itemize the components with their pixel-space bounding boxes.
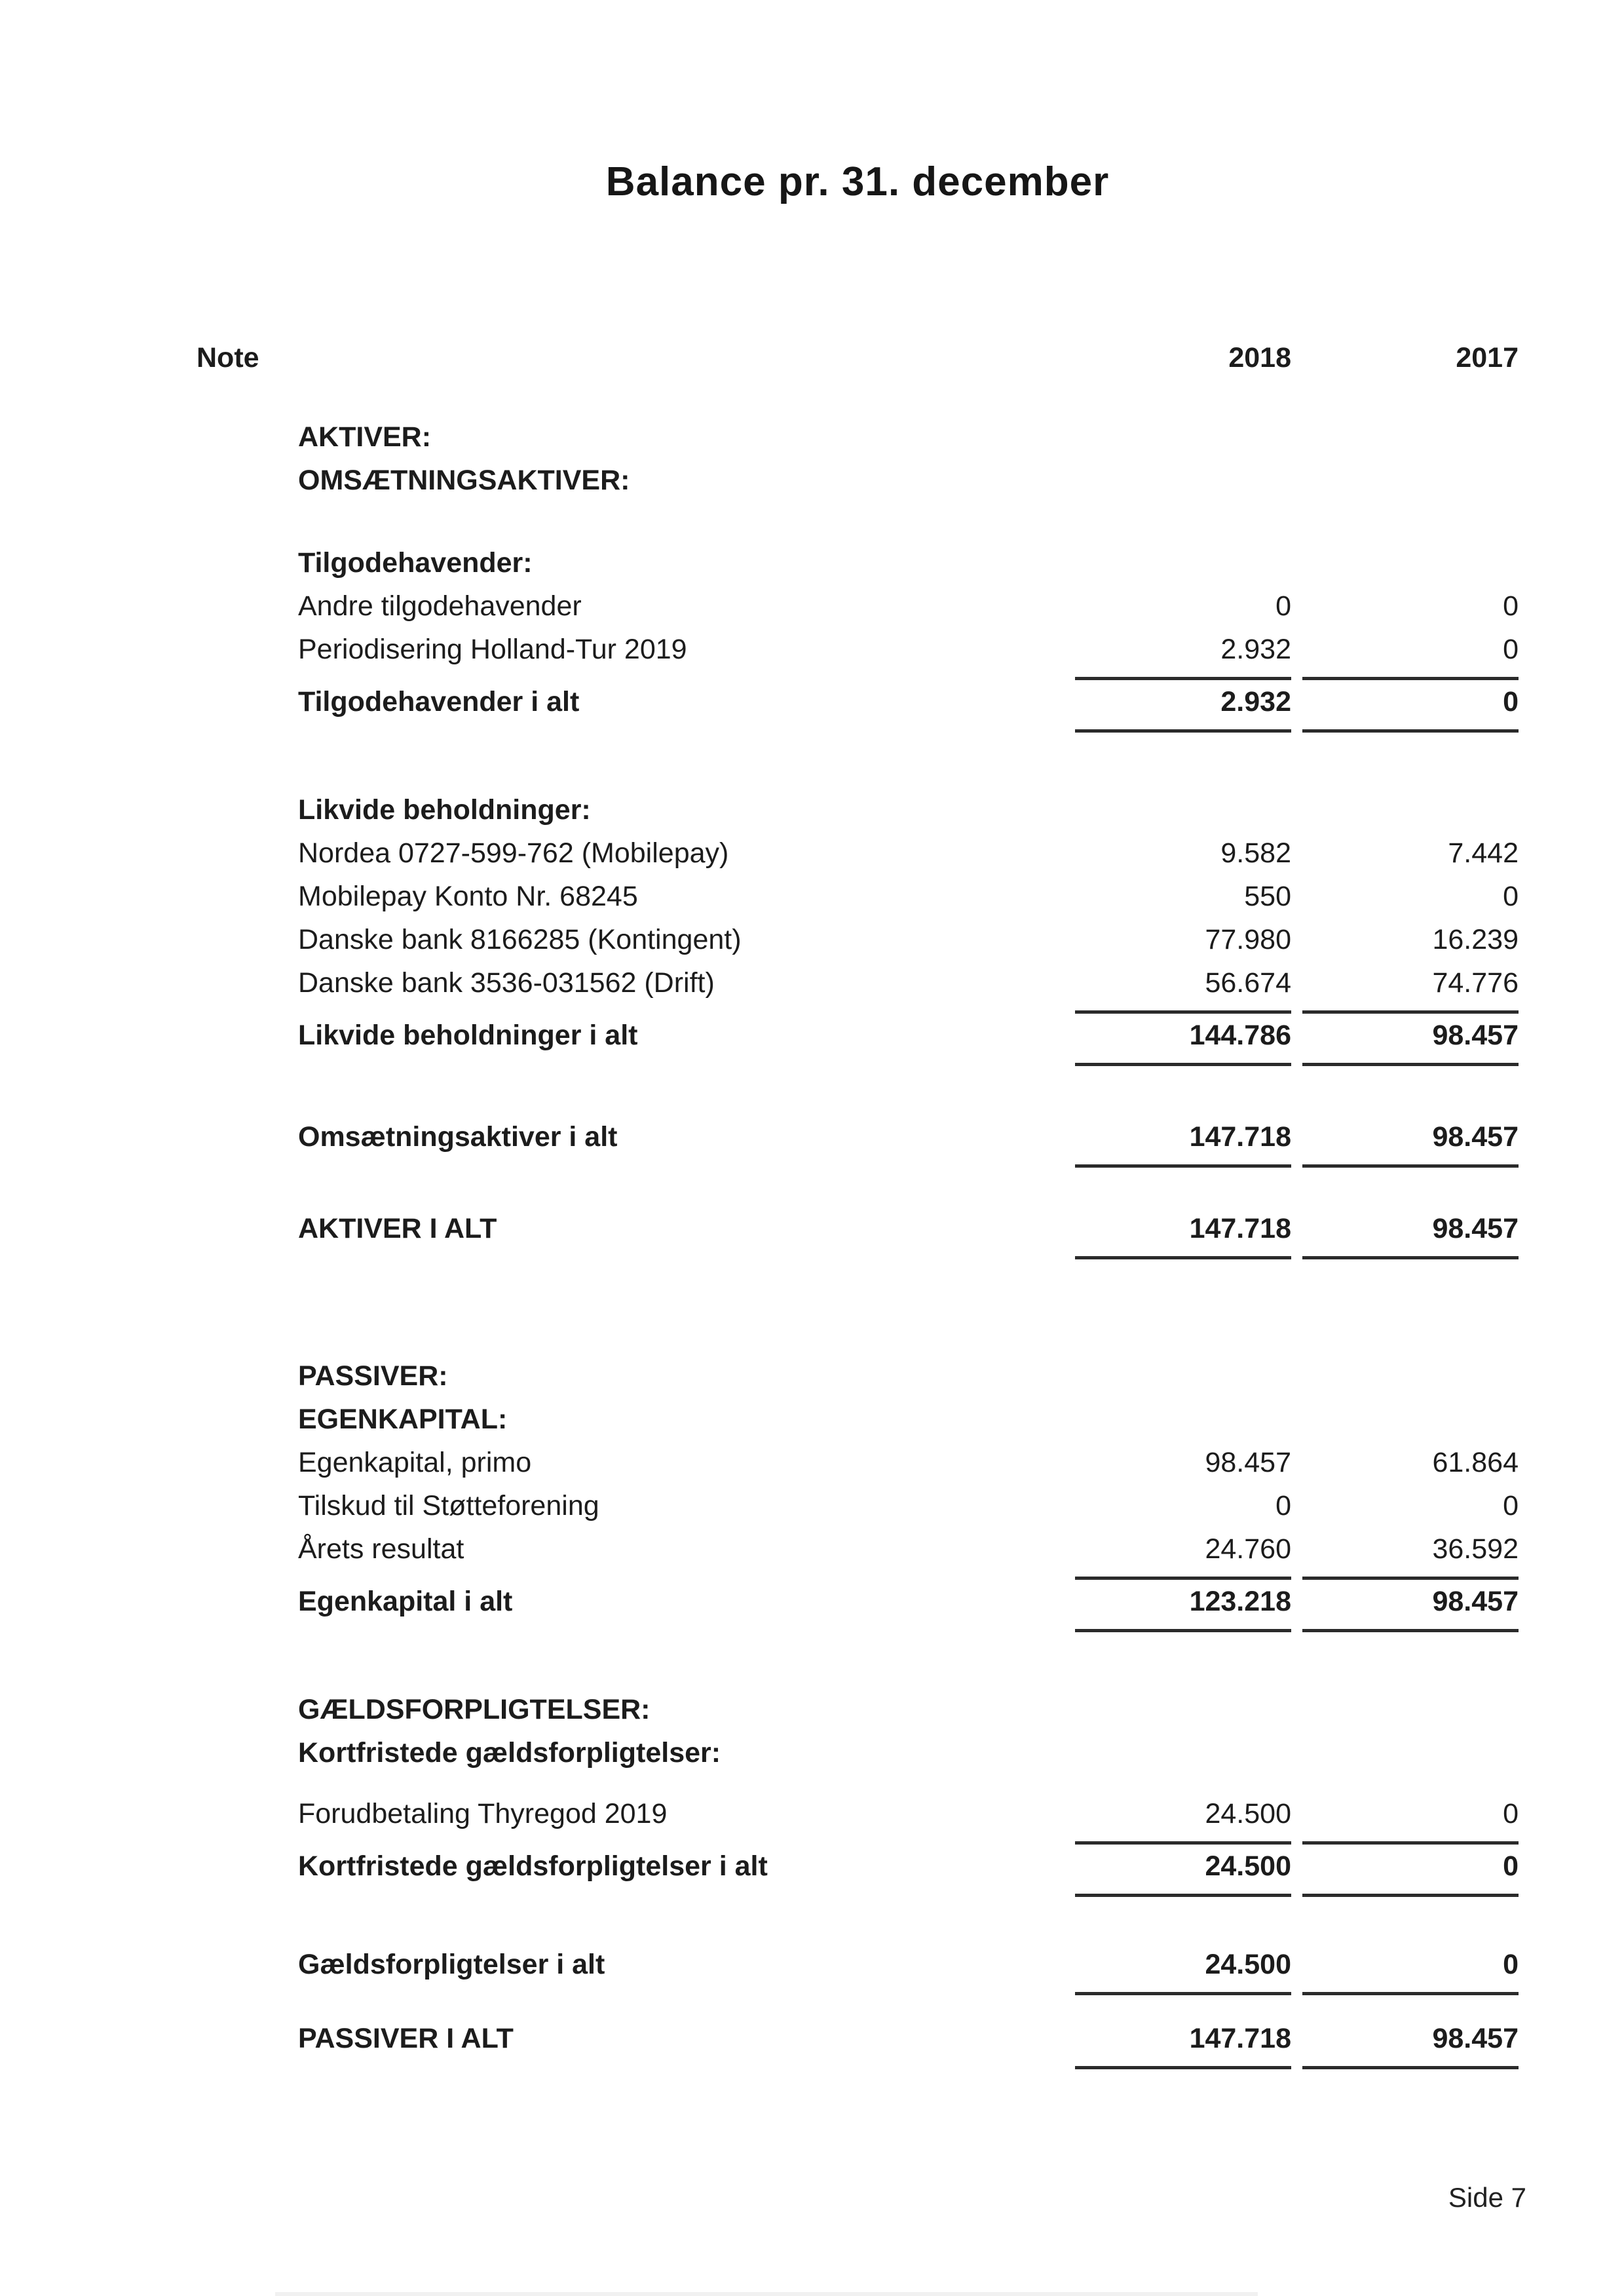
value-2018: 24.760 (1075, 1527, 1291, 1580)
row-label: PASSIVER: (298, 1360, 448, 1392)
row-label: Egenkapital, primo (298, 1447, 532, 1478)
value-2018: 56.674 (1075, 961, 1291, 1014)
table-header-row (197, 336, 1519, 379)
value-2017: 0 (1302, 680, 1519, 733)
table-row (298, 584, 1519, 628)
page-number: Side 7 (1448, 2182, 1526, 2213)
row-label: Egenkapital i alt (298, 1586, 513, 1617)
value-2018: 550 (1244, 881, 1291, 912)
row-label: EGENKAPITAL: (298, 1404, 508, 1435)
row-label: Nordea 0727-599-762 (Mobilepay) (298, 837, 729, 869)
value-2017: 98.457 (1302, 2017, 1519, 2069)
value-2017: 61.864 (1432, 1447, 1519, 1478)
table-row (298, 1484, 1519, 1527)
value-2017: 0 (1503, 881, 1519, 912)
value-2018: 147.718 (1075, 2017, 1291, 2069)
value-2018: 24.500 (1075, 1943, 1291, 1995)
value-2018: 2.932 (1075, 628, 1291, 680)
column-header-2018: 2018 (1228, 342, 1291, 373)
row-label: Tilgodehavender: (298, 547, 533, 579)
total-row-likvide (298, 1014, 1519, 1066)
row-label: Tilskud til Støtteforening (298, 1490, 599, 1521)
section-heading-kortfristede (298, 1731, 1519, 1774)
row-label: Tilgodehavender i alt (298, 686, 580, 718)
table-row (298, 1792, 1519, 1845)
value-2017: 0 (1302, 1943, 1519, 1995)
table-row (298, 875, 1519, 918)
row-label: AKTIVER I ALT (298, 1213, 497, 1244)
balance-sheet (197, 156, 1519, 2069)
value-2017: 74.776 (1302, 961, 1519, 1014)
table-row (298, 961, 1519, 1014)
total-row-passiver-i-alt (298, 2017, 1519, 2069)
row-label: Forudbetaling Thyregod 2019 (298, 1798, 668, 1829)
row-label: AKTIVER: (298, 421, 432, 453)
document-title: Balance pr. 31. december (605, 159, 1110, 204)
table-row (298, 832, 1519, 875)
value-2017: 0 (1302, 1792, 1519, 1845)
row-label: OMSÆTNINGSAKTIVER: (298, 465, 630, 496)
section-heading-tilgodehavender (298, 541, 1519, 584)
row-label: PASSIVER I ALT (298, 2023, 514, 2054)
value-2017: 98.457 (1302, 1014, 1519, 1066)
row-label: Kortfristede gældsforpligtelser: (298, 1737, 721, 1769)
value-2018: 24.500 (1075, 1792, 1291, 1845)
section-heading-aktiver (298, 415, 1519, 459)
row-label: Danske bank 8166285 (Kontingent) (298, 924, 742, 955)
value-2018: 9.582 (1220, 837, 1291, 869)
total-row-aktiver-i-alt (298, 1207, 1519, 1259)
value-2018: 2.932 (1075, 680, 1291, 733)
row-label: GÆLDSFORPLIGTELSER: (298, 1694, 651, 1725)
value-2018: 147.718 (1075, 1115, 1291, 1168)
value-2017: 0 (1302, 628, 1519, 680)
column-header-note: Note (197, 342, 259, 373)
total-row-kortfristede (298, 1845, 1519, 1897)
row-label: Likvide beholdninger i alt (298, 1020, 638, 1051)
column-header-2017: 2017 (1456, 342, 1519, 373)
section-heading-gaeldsforpligtelser (298, 1688, 1519, 1731)
value-2017: 0 (1503, 590, 1519, 622)
section-heading-egenkapital (298, 1398, 1519, 1441)
section-heading-omsaetningsaktiver (298, 459, 1519, 502)
total-row-tilgodehavender (298, 680, 1519, 733)
value-2017: 98.457 (1302, 1115, 1519, 1168)
value-2017: 98.457 (1302, 1580, 1519, 1632)
row-label: Årets resultat (298, 1533, 464, 1565)
value-2018: 144.786 (1075, 1014, 1291, 1066)
table-row (298, 628, 1519, 680)
value-2018: 24.500 (1075, 1845, 1291, 1897)
table-row (298, 918, 1519, 961)
row-label: Gældsforpligtelser i alt (298, 1949, 605, 1980)
value-2018: 123.218 (1075, 1580, 1291, 1632)
value-2017: 7.442 (1448, 837, 1519, 869)
table-row (298, 1527, 1519, 1580)
value-2017: 0 (1503, 1490, 1519, 1521)
value-2017: 36.592 (1302, 1527, 1519, 1580)
value-2017: 16.239 (1432, 924, 1519, 955)
total-row-egenkapital (298, 1580, 1519, 1632)
row-label: Kortfristede gældsforpligtelser i alt (298, 1850, 768, 1882)
value-2017: 0 (1302, 1845, 1519, 1897)
section-heading-likvide (298, 788, 1519, 832)
value-2018: 0 (1275, 1490, 1291, 1521)
row-label: Mobilepay Konto Nr. 68245 (298, 881, 638, 912)
table-row (298, 1441, 1519, 1484)
section-heading-passiver (298, 1354, 1519, 1398)
value-2017: 98.457 (1302, 1207, 1519, 1259)
row-label: Andre tilgodehavender (298, 590, 582, 622)
row-label: Periodisering Holland-Tur 2019 (298, 634, 687, 665)
value-2018: 98.457 (1205, 1447, 1291, 1478)
row-label: Likvide beholdninger: (298, 794, 591, 826)
row-label: Omsætningsaktiver i alt (298, 1121, 618, 1153)
value-2018: 147.718 (1075, 1207, 1291, 1259)
value-2018: 0 (1275, 590, 1291, 622)
total-row-gaeldsforpligtelser (298, 1943, 1519, 1995)
total-row-omsaetningsaktiver (298, 1115, 1519, 1168)
row-label: Danske bank 3536-031562 (Drift) (298, 967, 715, 999)
value-2018: 77.980 (1205, 924, 1291, 955)
scan-artifact (275, 2292, 1258, 2296)
